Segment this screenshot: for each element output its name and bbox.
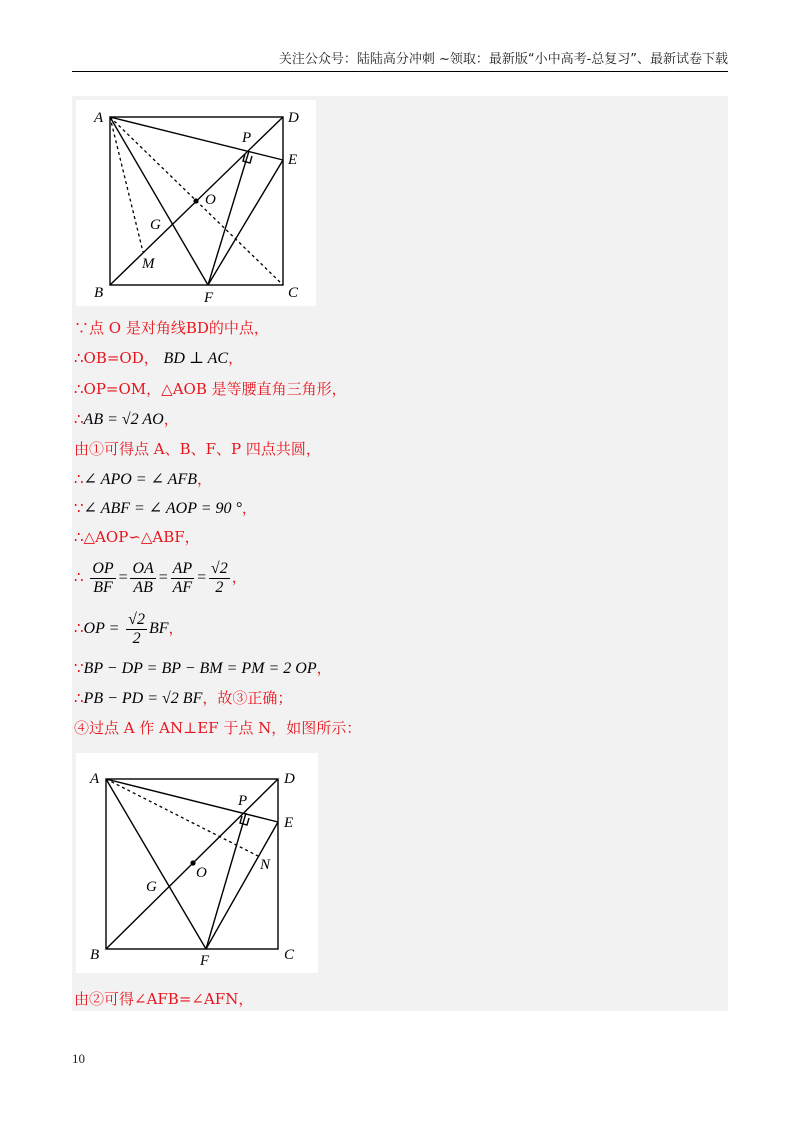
proof-line-13: ④过点 A 作 AN⊥EF 于点 N，如图所示： — [74, 719, 362, 737]
label2-C: C — [284, 947, 295, 963]
fraction-ap-af: $\frac{AP}{AF}$ — [172, 559, 193, 596]
figure-1-svg — [76, 100, 316, 306]
figure-2 — [76, 753, 318, 973]
label2-P: P — [238, 793, 248, 809]
fraction-root2-2: $\frac{√2}{2}$ — [210, 559, 228, 596]
label-M: M — [142, 256, 155, 272]
content-area — [72, 96, 728, 1011]
figure-1 — [76, 100, 316, 306]
label2-B: B — [90, 947, 100, 963]
proof-line-11: ∵BP − DP = BP − BM = PM = 2 OP， — [74, 659, 332, 677]
label2-N: N — [260, 857, 271, 873]
fraction-root2-2b: $\frac{√2}{2}$ — [128, 610, 145, 647]
page-header: 关注公众号：陆陆高分冲刺 ~领取：最新版“小中高考-总复习”、最新试卷下载 — [278, 52, 728, 67]
label-P: P — [242, 130, 252, 146]
proof-line-10: ∴OP = $\frac{√2}{2}$ BF， — [74, 610, 184, 647]
proof-line-14: 由②可得∠AFB=∠AFN， — [74, 990, 254, 1008]
proof-line-4: ∴AB = √2 AO， — [74, 410, 179, 428]
proof-line-2: ∴OB=OD， BD ⊥ AC， — [74, 349, 244, 367]
label2-A: A — [90, 771, 100, 787]
page-number: 10 — [72, 1051, 85, 1066]
proof-line-1: ∵点 O 是对角线BD的中点， — [74, 319, 269, 337]
label-F: F — [204, 290, 214, 306]
label2-E: E — [284, 815, 294, 831]
fraction-oa-ab: $\frac{OA}{AB}$ — [132, 559, 154, 596]
proof-line-6: ∴∠ APO = ∠ AFB， — [74, 470, 213, 488]
label-G: G — [150, 217, 161, 233]
proof-line-12: ∴PB − PD = √2 BF，故③正确； — [74, 689, 293, 707]
proof-line-5: 由①可得点 A、B、F、P 四点共圆， — [74, 440, 321, 458]
proof-line-3: ∴OP=OM，△AOB 是等腰直角三角形， — [74, 380, 347, 398]
label-A: A — [94, 110, 104, 126]
header-rule — [72, 71, 728, 72]
label-O: O — [205, 192, 216, 208]
label2-G: G — [146, 879, 157, 895]
figure-2-svg — [76, 753, 318, 973]
fraction-op-bf: $\frac{OP}{BF}$ — [92, 559, 114, 596]
label2-D: D — [284, 771, 295, 787]
label-C: C — [288, 285, 299, 301]
label2-O: O — [196, 865, 207, 881]
label-B: B — [94, 285, 104, 301]
proof-line-9: ∴ $\frac{OP}{BF}$ = $\frac{OA}{AB}$ = $\frac{AP}{AF}$ = $\frac{√2}{2}$ ， — [74, 559, 247, 596]
proof-line-8: ∴△AOP∽△ABF， — [74, 528, 200, 546]
proof-line-7: ∵∠ ABF = ∠ AOP = 90 °， — [74, 499, 257, 517]
label2-F: F — [200, 953, 210, 969]
label-E: E — [288, 152, 298, 168]
label-D: D — [288, 110, 299, 126]
